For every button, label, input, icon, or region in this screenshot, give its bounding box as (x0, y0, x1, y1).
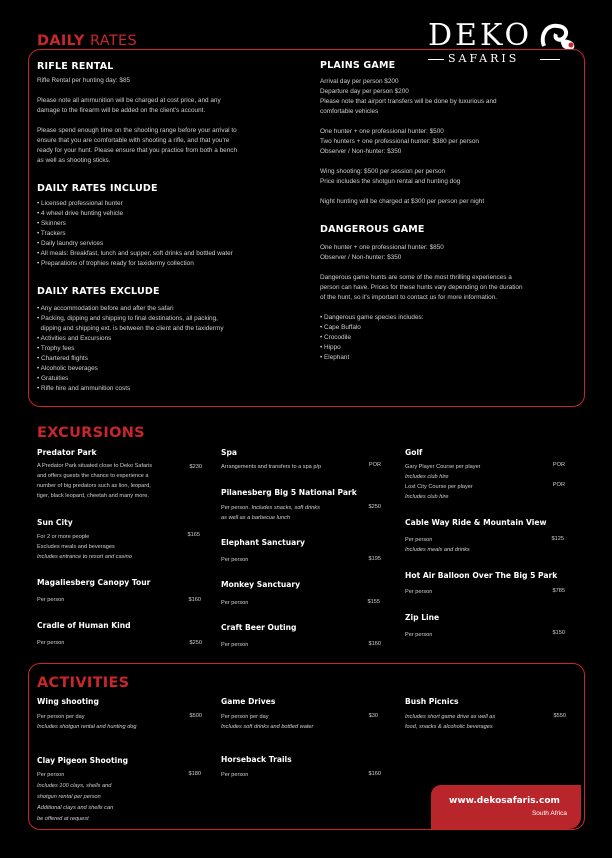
predator-park-title: Predator Park (37, 448, 97, 457)
clay-pigeon-title: Clay Pigeon Shooting (37, 756, 129, 765)
plains-line: Departure day per person $200 (320, 88, 409, 95)
include-item: • Trackers (37, 230, 66, 237)
clay-italic: shotgun rental per person (37, 794, 101, 800)
rifle-line (37, 116, 237, 126)
clay-italic: be offered at request (37, 816, 89, 822)
dangerous-game-text (320, 243, 523, 363)
plains-line (320, 187, 497, 197)
exclude-list (37, 304, 224, 394)
sun-city-price: $165 (187, 532, 200, 538)
pilanesberg-price: $250 (368, 504, 381, 510)
include-item: • Preparations of trophies ready for taxidermy collection (37, 260, 194, 267)
golf-price-2: POR (552, 482, 565, 488)
predator-price: $230 (189, 464, 202, 470)
cradle-price: $250 (189, 640, 202, 646)
plains-line: Night hunting will be charged at $300 per person per night (320, 198, 485, 205)
wing-line: Per person per day (37, 714, 85, 720)
plains-line: comfortable vehicles (320, 108, 379, 115)
plains-line: Please note that airport transfers will be done by luxurious and (320, 98, 497, 105)
golf-price-1: POR (552, 462, 565, 468)
exclude-item: • Gratuities (37, 375, 69, 382)
magaliesberg-price: $160 (188, 597, 201, 603)
plains-line: One hunter + one professional hunter: $500 (320, 128, 444, 135)
sun-city-italic: Includes entrance to resort and casino (37, 554, 132, 560)
excursions-title: EXCURSIONS (37, 425, 145, 441)
zip-line-line: Per person (405, 632, 433, 638)
dangerous-game-heading: DANGEROUS GAME (320, 224, 425, 235)
include-list (37, 199, 233, 269)
cradle-title: Cradle of Human Kind (37, 621, 131, 630)
dangerous-line: One hunter + one professional hunter: $850 (320, 244, 444, 251)
predator-line: number of big predators such as lion, leopard, (37, 483, 151, 489)
spa-line: Arrangements and transfers to a spa p/p (221, 464, 322, 470)
golf-italic-1: Includes club hire (405, 474, 449, 480)
craft-beer-line: Per person (221, 642, 249, 648)
dangerous-line: • Crocodile (320, 334, 352, 341)
wing-price: $500 (189, 713, 202, 719)
sun-city-line: Excludes meals and beverages (37, 544, 115, 550)
bush-picnics-title: Bush Picnics (405, 697, 459, 706)
cable-way-price: $125 (551, 536, 564, 542)
craft-beer-price: $160 (368, 641, 381, 647)
game-drives-title: Game Drives (221, 697, 276, 706)
balloon-line: Per person (405, 589, 433, 595)
exclude-item: • Trophy fees (37, 345, 75, 352)
clay-line: Per person (37, 772, 65, 778)
logo-word: DEKO (428, 18, 533, 53)
cradle-line: Per person (37, 640, 65, 646)
monkey-line: Per person (221, 600, 249, 606)
picnic-price: $550 (553, 713, 566, 719)
picnic-italic-2: food, snacks & alcoholic beverages (405, 724, 493, 730)
sun-city-title: Sun City (37, 518, 73, 527)
include-item: • All meals: Breakfast, lunch and supper, soft drinks and bottled water (37, 250, 233, 257)
plains-line (320, 157, 497, 167)
daily-title-thin: RATES (90, 33, 138, 49)
activities-title: ACTIVITIES (37, 675, 130, 691)
spa-title: Spa (221, 448, 238, 457)
pilanesberg-line (221, 503, 320, 513)
rifle-line: Rifle Rental per hunting day: $85 (37, 77, 131, 84)
elephant-price: $195 (368, 556, 381, 562)
golf-italic-2: Includes club hire (405, 494, 449, 500)
hot-air-balloon-title: Hot Air Balloon Over The Big 5 Park (405, 571, 558, 580)
logo-sub: SAFARIS (448, 52, 520, 65)
drives-italic: Includes soft drinks and bottled water (221, 724, 314, 730)
exclude-item: dipping and shipping ext. is between the client and the taxidermy (37, 325, 224, 332)
picnic-italic-1: Includes short game drive as well as (405, 714, 496, 720)
monkey-price: $155 (367, 599, 380, 605)
exclude-heading: DAILY RATES EXCLUDE (37, 286, 160, 297)
horseback-title: Horseback Trails (221, 755, 292, 764)
golf-title: Golf (405, 448, 423, 457)
cable-way-italic: Includes meals and drinks (405, 547, 470, 553)
dangerous-line: person can have. Prices for these hunts vary depending on the duration (320, 284, 523, 291)
monkey-sanctuary-title: Monkey Sanctuary (221, 580, 301, 589)
craft-beer-title: Craft Beer Outing (221, 623, 297, 632)
rifle-line: as well as shooting sticks. (37, 157, 111, 164)
magaliesberg-line: Per person (37, 597, 65, 603)
dangerous-line: • Dangerous game species includes: (320, 314, 424, 321)
magaliesberg-title: Magaliesberg Canopy Tour (37, 578, 151, 587)
cable-way-title: Cable Way Ride & Mountain View (405, 518, 547, 527)
elephant-sanctuary-title: Elephant Sanctuary (221, 538, 305, 547)
pilanesberg-italic-2: as well as a barbecue lunch (221, 515, 291, 521)
predator-line: and offers guests the chance to experience a (37, 473, 149, 479)
daily-title-bold: DAILY (37, 33, 85, 49)
plains-line: Two hunters + one professional hunter: $380 per person (320, 138, 479, 145)
dangerous-line (320, 303, 523, 313)
zip-line-title: Zip Line (405, 613, 440, 622)
dangerous-line: Observer / Non-hunter: $350 (320, 254, 402, 261)
clay-italic: Additional clays and shells can (37, 805, 114, 811)
spa-price: POR (368, 462, 381, 468)
rifle-line: ensure that you are comfortable with shooting a rifle, and that you're (37, 137, 230, 144)
exclude-item: • Rifle hire and ammunition costs (37, 385, 131, 392)
golf-line-2: Lost City Course per player (405, 484, 473, 490)
footer-contact-box (431, 785, 581, 829)
plains-line: Price includes the shotgun rental and hunting dog (320, 178, 461, 185)
include-item: • Daily laundry services (37, 240, 104, 247)
rifle-line (37, 86, 237, 96)
clay-italic: Includes 100 clays, shells and (37, 783, 112, 789)
predator-line: tiger, black leopard, cheetah and many more. (37, 493, 149, 499)
cable-way-line: Per person (405, 537, 433, 543)
plains-line: Wing shooting: $500 per session per person (320, 168, 446, 175)
drives-price: $30 (368, 713, 378, 719)
exclude-item: • Any accommodation before and after the safari (37, 305, 174, 312)
wing-shooting-title: Wing shooting (37, 697, 99, 706)
plains-game-heading: PLAINS GAME (320, 60, 396, 71)
rifle-line: Please spend enough time on the shooting range before your arrival to (37, 127, 237, 134)
rifle-rental-heading: RIFLE RENTAL (37, 61, 114, 72)
dangerous-line: of the hunt, so it's important to contact us for more information. (320, 294, 498, 301)
rifle-line: ready for your hunt. Please ensure that you practice from both a bench (37, 147, 238, 154)
rifle-rental-text (37, 76, 237, 166)
dangerous-line: • Cape Buffalo (320, 324, 361, 331)
pilanesberg-italic: Includes snacks, soft drinks (251, 505, 320, 511)
plains-line: Observer / Non-hunter: $350 (320, 148, 402, 155)
include-item: • 4 wheel drive hunting vehicle (37, 210, 124, 217)
exclude-item: • Packing, dipping and shipping to final destinations, all packing, (37, 315, 218, 322)
elephant-line: Per person (221, 557, 249, 563)
dangerous-line (320, 263, 523, 273)
include-item: • Skinners (37, 220, 66, 227)
sun-city-line: For 2 or more people (37, 534, 90, 540)
wing-italic: Includes shotgun rental and hunting dog (37, 724, 137, 730)
include-item: • Licensed professional hunter (37, 200, 123, 207)
balloon-price: $785 (552, 588, 565, 594)
pilanesberg-title: Pilanesberg Big 5 National Park (221, 488, 357, 497)
exclude-item: • Activities and Excursions (37, 335, 112, 342)
predator-line: A Predator Park situated close to Deko Safaris (37, 463, 153, 469)
rifle-line: damage to the firearm will be added on the client's account. (37, 107, 206, 114)
horseback-line: Per person (221, 772, 249, 778)
website-link[interactable]: www.dekosafaris.com (449, 796, 560, 806)
plains-line: Arrival day per person $200 (320, 78, 399, 85)
zip-line-price: $150 (552, 630, 565, 636)
plains-line (320, 117, 497, 127)
exclude-item: • Alcoholic beverages (37, 365, 98, 372)
clay-price: $180 (188, 771, 201, 777)
country-label: South Africa (531, 810, 567, 817)
dangerous-line: • Hippo (320, 344, 341, 351)
include-heading: DAILY RATES INCLUDE (37, 183, 158, 194)
pilanesberg-per-person: Per person. (221, 505, 250, 511)
plains-game-text (320, 77, 497, 207)
dangerous-line: • Elephant (320, 354, 350, 361)
exclude-item: • Chartered flights (37, 355, 88, 362)
rifle-line: Please note all ammunition will be charged at cost price, and any (37, 97, 221, 104)
drives-line: Per person per day (221, 714, 269, 720)
dangerous-line: Dangerous game hunts are some of the most thrilling experiences a (320, 274, 512, 281)
golf-line-1: Gary Player Course per player (405, 464, 481, 470)
horseback-price: $160 (368, 771, 381, 777)
daily-rates-title (37, 33, 137, 49)
